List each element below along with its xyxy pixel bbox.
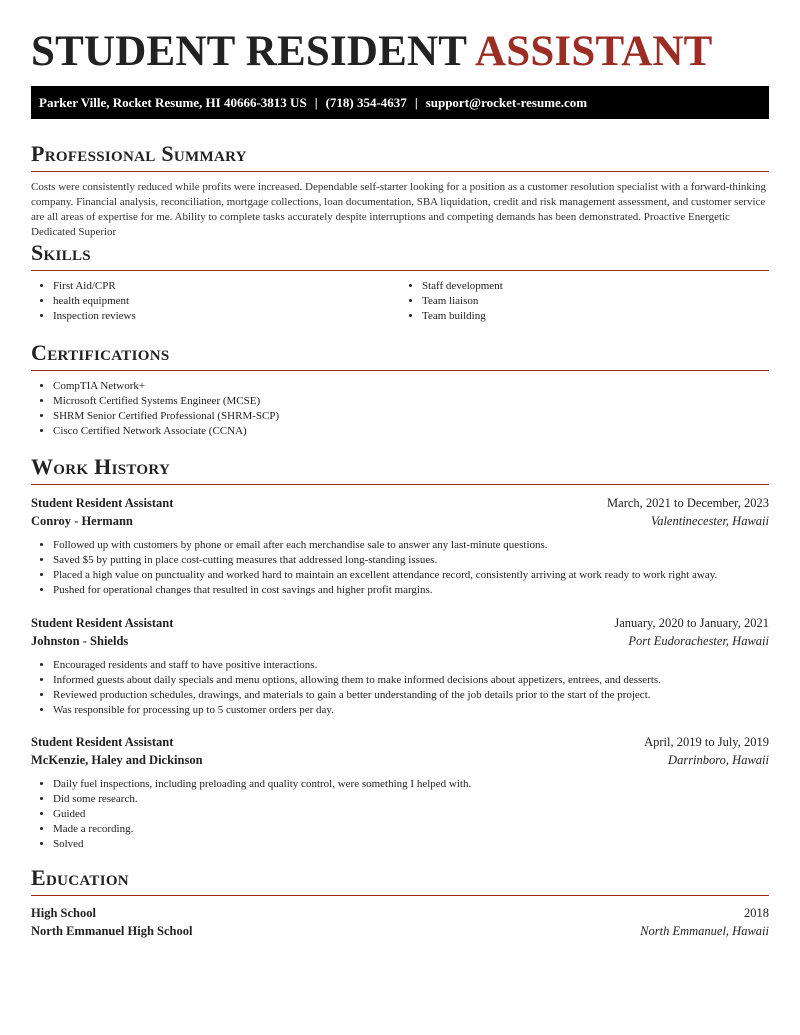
job-company: McKenzie, Haley and Dickinson xyxy=(31,753,203,767)
job-header-row xyxy=(31,733,769,751)
skill-item: • Team liaison xyxy=(422,294,769,309)
certification-item: • CompTIA Network+ xyxy=(53,379,769,394)
job-location: Darrinboro, Hawaii xyxy=(668,753,769,767)
job-title: Student Resident Assistant xyxy=(31,735,174,749)
job-entry xyxy=(31,494,769,598)
job-bullet: • Followed up with customers by phone or email after each merchandise sale to answer any last-minute questions. xyxy=(53,538,769,553)
skill-item: • Team building xyxy=(422,309,769,324)
education-year: 2018 xyxy=(744,906,769,920)
education-school: North Emmanuel High School xyxy=(31,924,193,938)
education-degree: High School xyxy=(31,906,96,920)
job-bullet: • Encouraged residents and staff to have positive interactions. xyxy=(53,658,769,673)
job-company: Conroy - Hermann xyxy=(31,514,133,528)
job-bullet: • Reviewed production schedules, drawings, and materials to gain a better understanding of the job details prior to the start of the project. xyxy=(53,688,769,703)
skill-item: • health equipment xyxy=(53,294,400,309)
skill-item: • Staff development xyxy=(422,279,769,294)
summary-section xyxy=(31,141,769,240)
job-title: Student Resident Assistant xyxy=(31,496,174,510)
job-bullet: • Informed guests about daily specials and menu options, allowing them to make informed decisions about appetizers, entrees, and desserts. xyxy=(53,673,769,688)
skills-section xyxy=(31,240,769,324)
job-bullet: • Was responsible for processing up to 5 customer orders per day. xyxy=(53,703,769,718)
job-company-row xyxy=(31,751,769,769)
contact-bar xyxy=(31,86,769,119)
skills-list-left xyxy=(31,279,400,324)
job-location: Valentinecester, Hawaii xyxy=(650,514,769,528)
job-bullet: • Pushed for operational changes that resulted in cost savings and higher profit margins. xyxy=(53,583,769,598)
skill-item: • Inspection reviews xyxy=(53,309,400,324)
certifications-heading: Certifications xyxy=(31,340,769,371)
resume-page xyxy=(31,0,769,938)
page-title xyxy=(31,0,769,86)
job-bullet: • Daily fuel inspections, including preloading and quality control, were something I helped with. xyxy=(53,777,769,792)
contact-email[interactable]: support@rocket-resume.com xyxy=(425,95,588,110)
certification-item: • Cisco Certified Network Associate (CCNA) xyxy=(53,424,769,439)
title-main: STUDENT RESIDENT xyxy=(31,28,467,75)
education-heading: Education xyxy=(31,865,769,896)
job-company-row xyxy=(31,632,769,650)
job-header-row xyxy=(31,494,769,512)
job-entry xyxy=(31,614,769,718)
job-bullet: • Did some research. xyxy=(53,792,769,807)
summary-text: Costs were consistently reduced while profits were increased. Dependable self-starter looking for a position as a customer resolution specialist with a forward-thinking company. Financial analysis, reconciliation, mortgage collections, loan documentation, SBA liquidation, credit and risk management assessment, and customer service are all areas of expertise for me. Ability to complete tasks accurately despite interruptions and competing demands has been demonstrated. Proactive Energetic Dedicated Superior xyxy=(31,181,766,238)
job-entry xyxy=(31,733,769,852)
contact-phone: (718) 354-4637 xyxy=(325,95,407,110)
job-dates: April, 2019 to July, 2019 xyxy=(644,735,769,749)
job-bullet: • Solved xyxy=(53,837,769,852)
job-bullet: • Placed a high value on punctuality and worked hard to maintain an excellent attendance record, consistently arriving at work ready to work right away. xyxy=(53,568,769,583)
skills-heading: Skills xyxy=(31,240,769,271)
work-history-heading: Work History xyxy=(31,454,769,485)
job-bullets xyxy=(31,658,769,718)
education-degree-row xyxy=(31,904,769,922)
contact-separator: | xyxy=(414,95,418,110)
job-title: Student Resident Assistant xyxy=(31,616,174,630)
job-header-row xyxy=(31,614,769,632)
contact-separator: | xyxy=(314,95,318,110)
certification-item: • SHRM Senior Certified Professional (SHRM-SCP) xyxy=(53,409,769,424)
job-bullet: • Saved $5 by putting in place cost-cutting measures that addressed long-standing issues. xyxy=(53,553,769,568)
job-bullet: • Made a recording. xyxy=(53,822,769,837)
skills-list-right xyxy=(400,279,769,324)
job-dates: March, 2021 to December, 2023 xyxy=(607,496,769,510)
title-accent: ASSISTANT xyxy=(474,28,713,75)
job-dates: January, 2020 to January, 2021 xyxy=(614,616,769,630)
education-location: North Emmanuel, Hawaii xyxy=(640,924,769,938)
contact-address: Parker Ville, Rocket Resume, HI 40666-3813 US xyxy=(39,95,307,110)
skill-item: • First Aid/CPR xyxy=(53,279,400,294)
certifications-section xyxy=(31,340,769,439)
education-school-row xyxy=(31,922,769,940)
work-history-section xyxy=(31,454,769,485)
job-bullets xyxy=(31,777,769,852)
job-bullet: • Guided xyxy=(53,807,769,822)
skills-columns xyxy=(31,279,769,324)
job-company: Johnston - Shields xyxy=(31,634,129,648)
job-company-row xyxy=(31,512,769,530)
job-bullets xyxy=(31,538,769,598)
certifications-list xyxy=(31,379,769,439)
education-section xyxy=(31,865,769,940)
job-location: Port Eudorachester, Hawaii xyxy=(628,634,769,648)
summary-heading: Professional Summary xyxy=(31,141,769,172)
certification-item: • Microsoft Certified Systems Engineer (MCSE) xyxy=(53,394,769,409)
